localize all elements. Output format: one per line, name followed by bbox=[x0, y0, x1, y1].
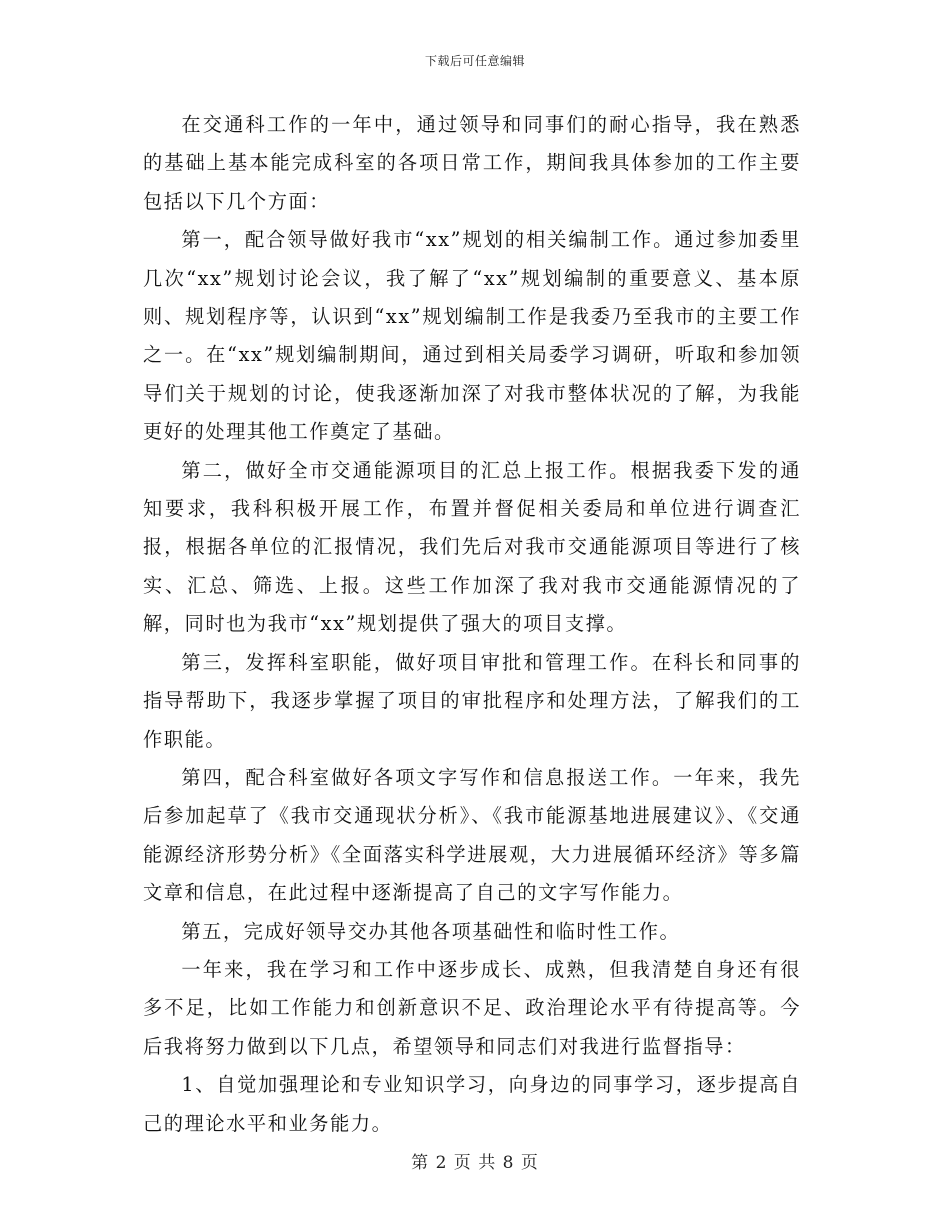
paragraph-summary: 一年来，我在学习和工作中逐步成长、成熟，但我清楚自身还有很多不足，比如工作能力和创新意识不足、政治理论水平有待提高等。今后我将努力做到以下几点，希望领导和同志们对我进行监督指导： bbox=[143, 957, 801, 1058]
page-number: 第 2 页 共 8 页 bbox=[411, 1153, 539, 1173]
paragraph-fourth: 第四，配合科室做好各项文字写作和信息报送工作。一年来，我先后参加起草了《我市交通现状分析》、《我市能源基地进展建议》、《交通能源经济形势分析》《全面落实科学进展观，大力进展循环经济》等多篇文章和信息，在此过程中逐渐提高了自己的文字写作能力。 bbox=[143, 765, 801, 905]
paragraph-plan-item-1: 1、自觉加强理论和专业知识学习，向身边的同事学习，逐步提高自己的理论水平和业务能力。 bbox=[143, 1073, 801, 1135]
paragraph-second: 第二，做好全市交通能源项目的汇总上报工作。根据我委下发的通知要求，我科积极开展工作，布置并督促相关委局和单位进行调查汇报，根据各单位的汇报情况，我们先后对我市交通能源项目等进行了核实、汇总、筛选、上报。这些工作加深了我对我市交通能源情况的了解，同时也为我市“xx”规划提供了强大的项目支撑。 bbox=[143, 458, 801, 636]
paragraph-intro: 在交通科工作的一年中，通过领导和同事们的耐心指导，我在熟悉的基础上基本能完成科室的各项日常工作，期间我具体参加的工作主要包括以下几个方面： bbox=[143, 113, 801, 213]
paragraph-third: 第三，发挥科室职能，做好项目审批和管理工作。在科长和同事的指导帮助下，我逐步掌握了项目的审批程序和处理方法，了解我们的工作职能。 bbox=[143, 650, 801, 751]
paragraph-fifth: 第五，完成好领导交办其他各项基础性和临时性工作。 bbox=[181, 919, 681, 943]
document-body bbox=[143, 106, 801, 1143]
paragraph-first: 第一，配合领导做好我市“xx”规划的相关编制工作。通过参加委里几次“xx”规划讨论会议，我了解了“xx”规划编制的重要意义、基本原则、规划程序等，认识到“xx”规划编制工作是我委乃至我市的主要工作之一。在“xx”规划编制期间，通过到相关局委学习调研，听取和参加领导们关于规划的讨论，使我逐渐加深了对我市整体状况的了解，为我能更好的处理其他工作奠定了基础。 bbox=[143, 228, 801, 444]
page-header: 下载后可任意编辑 bbox=[424, 54, 525, 68]
